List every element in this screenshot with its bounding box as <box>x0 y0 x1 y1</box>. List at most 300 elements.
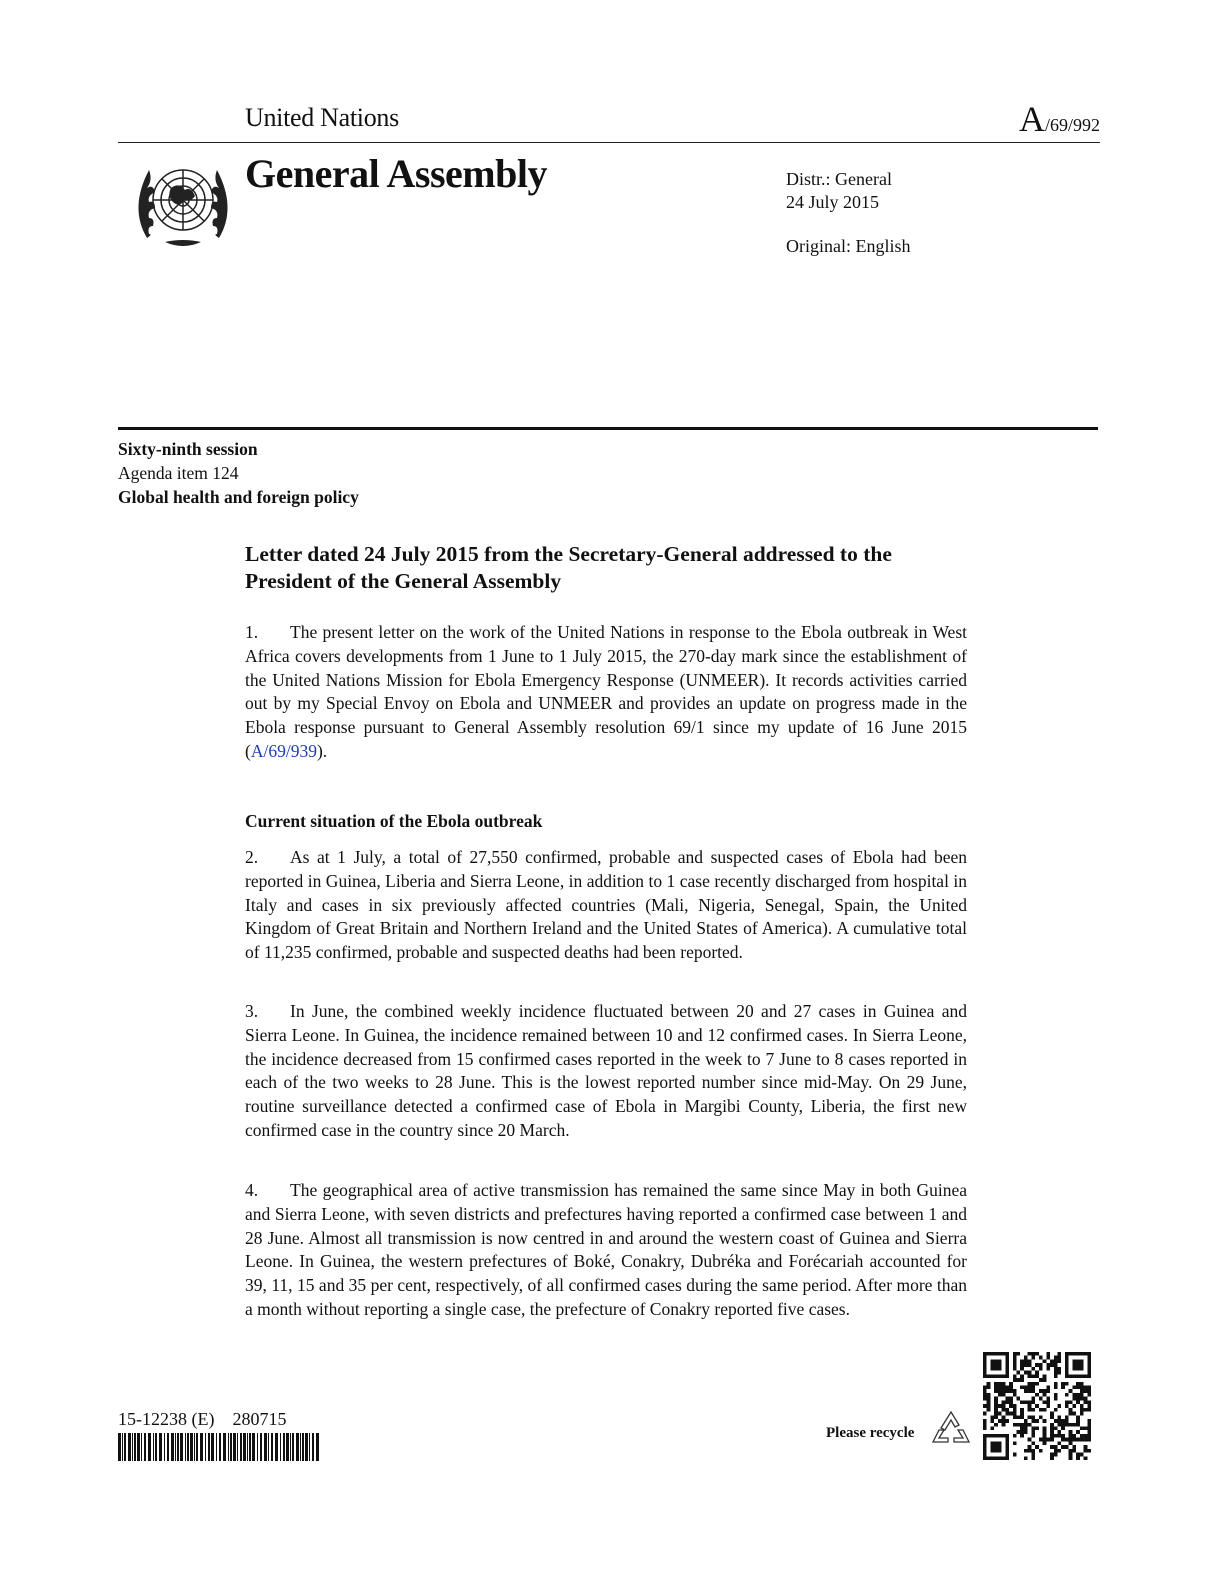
qr-cell <box>1061 1438 1065 1442</box>
qr-cell <box>1024 1400 1028 1404</box>
paragraph-text: As at 1 July, a total of 27,550 confirmed, probable and suspected cases of Ebola had been reported in Guinea, Liberia and Sierra Leone, in addition to 1 case recently discharged from hospital in Italy and cases in six previously affected countries (Mali, Nigeria, Senegal, Spain, the United Kingdom of Great Britain and Northern Ireland and the United States of America). A cumulative total of 11,235 confirmed, probable and suspected deaths had been reported. <box>245 847 967 963</box>
qr-cell <box>994 1352 998 1356</box>
qr-cell <box>1046 1397 1050 1401</box>
qr-cell <box>1017 1397 1021 1401</box>
qr-cell <box>1069 1374 1073 1378</box>
paragraph-text: The present letter on the work of the United Nations in response to the Ebola outbreak in West Africa covers developments from 1 June to 1 July 2015, the 270-day mark since the establishment of the United Nations Mission for Ebola Emergency Response (UNMEER). It records activities carried out by my Special Envoy on Ebola and UNMEER and provides an update on progress made in the Ebola response pursuant to General Assembly resolution 69/1 since my update of 16 June 2015 ( <box>245 622 967 761</box>
qr-cell <box>1057 1430 1061 1434</box>
barcode-bar <box>118 1433 121 1461</box>
qr-cell <box>1076 1453 1080 1457</box>
qr-cell <box>994 1397 998 1401</box>
qr-cell <box>1013 1453 1017 1457</box>
qr-cell <box>1035 1363 1039 1367</box>
qr-cell <box>998 1445 1002 1449</box>
qr-cell <box>983 1356 987 1360</box>
qr-cell <box>1017 1430 1021 1434</box>
qr-cell <box>1054 1374 1058 1378</box>
qr-cell <box>994 1456 998 1460</box>
qr-cell <box>983 1423 987 1427</box>
qr-cell <box>1020 1412 1024 1416</box>
qr-cell <box>1005 1445 1009 1449</box>
qr-cell <box>1072 1412 1076 1416</box>
qr-cell <box>990 1441 994 1445</box>
qr-cell <box>1005 1352 1009 1356</box>
qr-cell <box>1087 1363 1091 1367</box>
qr-cell <box>1087 1356 1091 1360</box>
qr-cell <box>1069 1441 1073 1445</box>
qr-cell <box>1084 1386 1088 1390</box>
qr-cell <box>1069 1449 1073 1453</box>
qr-cell <box>1087 1386 1091 1390</box>
qr-cell <box>987 1397 991 1401</box>
qr-cell <box>1005 1371 1009 1375</box>
qr-cell <box>1084 1397 1088 1401</box>
qr-cell <box>1065 1352 1069 1356</box>
qr-cell <box>1046 1389 1050 1393</box>
qr-cell <box>1087 1374 1091 1378</box>
qr-cell <box>1050 1363 1054 1367</box>
barcode-bar <box>153 1433 154 1461</box>
qr-cell <box>1020 1430 1024 1434</box>
qr-cell <box>994 1415 998 1419</box>
qr-cell <box>1002 1389 1006 1393</box>
qr-cell <box>1031 1367 1035 1371</box>
qr-cell <box>994 1449 998 1453</box>
qr-cell <box>1017 1352 1021 1356</box>
qr-cell <box>1054 1426 1058 1430</box>
qr-cell <box>983 1363 987 1367</box>
qr-cell <box>1076 1367 1080 1371</box>
qr-cell <box>1065 1423 1069 1427</box>
qr-cell <box>1087 1371 1091 1375</box>
qr-cell <box>1087 1430 1091 1434</box>
qr-cell <box>1020 1359 1024 1363</box>
qr-cell <box>1031 1356 1035 1360</box>
qr-cell <box>1039 1408 1043 1412</box>
qr-cell <box>1054 1371 1058 1375</box>
qr-cell <box>1061 1445 1065 1449</box>
qr-cell <box>990 1426 994 1430</box>
qr-cell <box>1024 1449 1028 1453</box>
qr-cell <box>1043 1374 1047 1378</box>
barcode-bar <box>296 1433 299 1461</box>
qr-cell <box>1087 1434 1091 1438</box>
qr-cell <box>994 1423 998 1427</box>
qr-cell <box>1087 1367 1091 1371</box>
qr-cell <box>1031 1374 1035 1378</box>
barcode-bar <box>171 1433 174 1461</box>
qr-cell <box>1031 1382 1035 1386</box>
barcode-bar <box>148 1433 151 1461</box>
qr-cell <box>1065 1415 1069 1419</box>
qr-cell <box>1076 1397 1080 1401</box>
qr-cell <box>1050 1456 1054 1460</box>
qr-cell <box>1046 1404 1050 1408</box>
qr-cell <box>1039 1415 1043 1419</box>
qr-cell <box>1065 1367 1069 1371</box>
qr-cell <box>1069 1412 1073 1416</box>
barcode-bar <box>223 1433 226 1461</box>
qr-cell <box>1039 1397 1043 1401</box>
qr-cell <box>1080 1438 1084 1442</box>
qr-cell <box>1005 1453 1009 1457</box>
qr-cell <box>990 1363 994 1367</box>
paragraph-number: 1. <box>245 622 259 642</box>
qr-cell <box>998 1412 1002 1416</box>
qr-cell <box>1080 1397 1084 1401</box>
qr-cell <box>1076 1423 1080 1427</box>
qr-cell <box>983 1359 987 1363</box>
paragraph-1 <box>245 621 967 764</box>
qr-cell <box>1076 1363 1080 1367</box>
qr-cell <box>1031 1415 1035 1419</box>
qr-cell <box>1024 1389 1028 1393</box>
qr-cell <box>1017 1371 1021 1375</box>
qr-cell <box>1061 1382 1065 1386</box>
qr-cell <box>983 1352 987 1356</box>
barcode-bar <box>205 1433 206 1461</box>
qr-cell <box>998 1393 1002 1397</box>
qr-cell <box>1009 1386 1013 1390</box>
qr-cell <box>994 1404 998 1408</box>
qr-cell <box>1031 1434 1035 1438</box>
qr-cell <box>1072 1445 1076 1449</box>
qr-cell <box>1035 1419 1039 1423</box>
qr-cell <box>1054 1356 1058 1360</box>
qr-cell <box>1013 1378 1017 1382</box>
qr-cell <box>1080 1426 1084 1430</box>
barcode-bar <box>194 1433 195 1461</box>
document-date: 24 July 2015 <box>786 192 880 212</box>
barcode-bar <box>283 1433 285 1461</box>
qr-cell <box>987 1456 991 1460</box>
qr-cell <box>1057 1356 1061 1360</box>
qr-cell <box>1002 1423 1006 1427</box>
qr-cell <box>1002 1374 1006 1378</box>
qr-cell <box>1002 1419 1006 1423</box>
qr-cell <box>1031 1426 1035 1430</box>
qr-cell <box>1031 1397 1035 1401</box>
qr-cell <box>1005 1400 1009 1404</box>
original-language: Original: English <box>786 236 911 256</box>
qr-cell <box>1035 1404 1039 1408</box>
qr-cell <box>1054 1386 1058 1390</box>
qr-cell <box>1020 1374 1024 1378</box>
qr-cell <box>987 1434 991 1438</box>
qr-cell <box>1035 1393 1039 1397</box>
qr-cell <box>1024 1356 1028 1360</box>
qr-cell <box>1005 1397 1009 1401</box>
qr-cell <box>1009 1389 1013 1393</box>
qr-cell <box>983 1393 987 1397</box>
qr-cell <box>998 1441 1002 1445</box>
qr-cell <box>1076 1352 1080 1356</box>
qr-cell <box>1031 1386 1035 1390</box>
paragraph-number: 2. <box>245 847 259 867</box>
qr-cell <box>1020 1415 1024 1419</box>
qr-cell <box>1072 1374 1076 1378</box>
qr-cell <box>1046 1386 1050 1390</box>
qr-cell <box>1039 1438 1043 1442</box>
qr-cell <box>1013 1363 1017 1367</box>
qr-cell <box>1054 1449 1058 1453</box>
qr-cell <box>1024 1363 1028 1367</box>
qr-cell <box>1065 1393 1069 1397</box>
qr-cell <box>1065 1363 1069 1367</box>
qr-cell <box>983 1389 987 1393</box>
qr-cell <box>1013 1356 1017 1360</box>
qr-cell <box>998 1419 1002 1423</box>
qr-cell <box>1072 1363 1076 1367</box>
qr-cell <box>1031 1453 1035 1457</box>
qr-cell <box>987 1393 991 1397</box>
qr-cell <box>983 1438 987 1442</box>
qr-cell <box>1054 1367 1058 1371</box>
qr-cell <box>1057 1404 1061 1408</box>
barcode-bar <box>316 1433 319 1461</box>
qr-cell <box>998 1374 1002 1378</box>
qr-cell <box>1005 1363 1009 1367</box>
qr-cell <box>1020 1423 1024 1427</box>
qr-cell <box>1069 1389 1073 1393</box>
qr-cell <box>1084 1434 1088 1438</box>
qr-cell <box>1054 1393 1058 1397</box>
barcode-bar <box>257 1433 258 1461</box>
paragraph-number: 3. <box>245 1001 259 1021</box>
barcode-bar <box>175 1433 176 1461</box>
letter-title: Letter dated 24 July 2015 from the Secretary-General addressed to the President of the General Assembly <box>245 542 892 593</box>
qr-cell <box>1061 1423 1065 1427</box>
qr-cell <box>983 1456 987 1460</box>
qr-cell <box>983 1449 987 1453</box>
qr-cell <box>994 1400 998 1404</box>
document-link[interactable]: A/69/939 <box>250 740 317 761</box>
qr-cell <box>1013 1404 1017 1408</box>
qr-cell <box>1084 1408 1088 1412</box>
qr-cell <box>1076 1456 1080 1460</box>
qr-cell <box>1013 1412 1017 1416</box>
agenda-topic: Global health and foreign policy <box>118 487 359 507</box>
qr-cell <box>1020 1434 1024 1438</box>
qr-cell <box>1028 1449 1032 1453</box>
barcode-bar <box>164 1433 165 1461</box>
qr-cell <box>1084 1389 1088 1393</box>
qr-cell <box>1028 1382 1032 1386</box>
qr-cell <box>987 1386 991 1390</box>
qr-cell <box>1050 1438 1054 1442</box>
qr-cell <box>1043 1441 1047 1445</box>
qr-cell <box>1080 1352 1084 1356</box>
barcode-bar <box>233 1433 236 1461</box>
barcode-bar <box>237 1433 238 1461</box>
barcode-bar <box>228 1433 229 1461</box>
qr-cell <box>1057 1367 1061 1371</box>
qr-cell <box>1005 1441 1009 1445</box>
qr-cell <box>1028 1408 1032 1412</box>
qr-cell <box>1080 1408 1084 1412</box>
qr-cell <box>1028 1400 1032 1404</box>
qr-cell <box>1028 1359 1032 1363</box>
qr-cell <box>983 1434 987 1438</box>
qr-cell <box>1005 1408 1009 1412</box>
qr-cell <box>1080 1363 1084 1367</box>
qr-cell <box>990 1434 994 1438</box>
qr-cell <box>983 1453 987 1457</box>
symbol-letter: A <box>1018 99 1045 139</box>
qr-cell <box>1076 1374 1080 1378</box>
qr-cell <box>1043 1400 1047 1404</box>
qr-cell <box>1065 1356 1069 1360</box>
qr-cell <box>1028 1363 1032 1367</box>
qr-cell <box>1080 1382 1084 1386</box>
barcode-bar <box>249 1433 251 1461</box>
qr-cell <box>1050 1426 1054 1430</box>
qr-cell <box>1072 1438 1076 1442</box>
qr-cell <box>1013 1415 1017 1419</box>
barcode-bar <box>177 1433 179 1461</box>
qr-cell <box>1035 1445 1039 1449</box>
paragraph-number: 4. <box>245 1180 259 1200</box>
barcode-bar <box>252 1433 255 1461</box>
qr-cell <box>1024 1359 1028 1363</box>
qr-cell <box>994 1412 998 1416</box>
qr-cell <box>1009 1397 1013 1401</box>
barcode-bar <box>196 1433 198 1461</box>
qr-cell <box>998 1456 1002 1460</box>
qr-cell <box>998 1359 1002 1363</box>
paragraph-4 <box>245 1179 967 1322</box>
barcode-bar <box>240 1433 242 1461</box>
qr-cell <box>1065 1371 1069 1375</box>
qr-cell <box>994 1386 998 1390</box>
qr-cell <box>1069 1352 1073 1356</box>
qr-cell <box>994 1445 998 1449</box>
qr-cell <box>998 1352 1002 1356</box>
qr-cell <box>1002 1404 1006 1408</box>
qr-cell <box>1065 1359 1069 1363</box>
qr-cell <box>1005 1374 1009 1378</box>
qr-cell <box>1031 1430 1035 1434</box>
qr-cell <box>1080 1393 1084 1397</box>
header-rule <box>118 142 1100 143</box>
un-emblem-icon <box>125 152 241 252</box>
qr-cell <box>1054 1397 1058 1401</box>
qr-cell <box>1072 1404 1076 1408</box>
qr-cell <box>1002 1456 1006 1460</box>
qr-cell <box>1084 1400 1088 1404</box>
qr-cell <box>1076 1359 1080 1363</box>
barcode-bar <box>187 1433 189 1461</box>
qr-cell <box>1069 1453 1073 1457</box>
qr-code-icon <box>983 1352 1091 1460</box>
qr-cell <box>1080 1389 1084 1393</box>
barcode-bar <box>134 1433 136 1461</box>
qr-cell <box>987 1382 991 1386</box>
qr-cell <box>1061 1386 1065 1390</box>
qr-cell <box>1054 1408 1058 1412</box>
qr-cell <box>994 1389 998 1393</box>
qr-cell <box>987 1408 991 1412</box>
qr-cell <box>1005 1434 1009 1438</box>
qr-cell <box>1043 1419 1047 1423</box>
qr-cell <box>983 1404 987 1408</box>
barcode-bar <box>137 1433 140 1461</box>
qr-cell <box>1039 1356 1043 1360</box>
qr-cell <box>1013 1434 1017 1438</box>
qr-cell <box>1009 1382 1013 1386</box>
qr-cell <box>1076 1382 1080 1386</box>
qr-cell <box>1002 1382 1006 1386</box>
qr-cell <box>1035 1374 1039 1378</box>
qr-cell <box>994 1363 998 1367</box>
qr-cell <box>983 1371 987 1375</box>
qr-cell <box>1057 1423 1061 1427</box>
qr-cell <box>1050 1453 1054 1457</box>
barcode-bar <box>211 1433 214 1461</box>
qr-cell <box>1076 1393 1080 1397</box>
qr-cell <box>1043 1389 1047 1393</box>
qr-cell <box>1087 1426 1091 1430</box>
qr-cell <box>998 1367 1002 1371</box>
qr-cell <box>994 1367 998 1371</box>
qr-cell <box>1069 1400 1073 1404</box>
qr-cell <box>1046 1356 1050 1360</box>
barcode-bar <box>208 1433 210 1461</box>
qr-cell <box>1069 1434 1073 1438</box>
qr-cell <box>1046 1367 1050 1371</box>
qr-cell <box>1043 1393 1047 1397</box>
qr-cell <box>1005 1438 1009 1442</box>
qr-cell <box>1084 1456 1088 1460</box>
qr-cell <box>1017 1378 1021 1382</box>
qr-cell <box>1084 1352 1088 1356</box>
barcode-bar <box>247 1433 248 1461</box>
qr-cell <box>983 1374 987 1378</box>
qr-cell <box>990 1419 994 1423</box>
session-name: Sixty-ninth session <box>118 439 258 459</box>
qr-cell <box>1013 1374 1017 1378</box>
paragraph-text: The geographical area of active transmission has remained the same since May in both Guinea and Sierra Leone, with seven districts and prefectures having reported a confirmed case between 1 and 28 June. Almost all transmission is now centred in and around the western coast of Guinea and Sierra Leone. In Guinea, the western prefectures of Boké, Conakry, Dubréka and Forécariah accounted for 39, 11, 15 and 35 per cent, respectively, of all confirmed cases during the same period. After more than a month without reporting a single case, the prefecture of Conakry reported five cases. <box>245 1180 967 1319</box>
qr-cell <box>1017 1415 1021 1419</box>
qr-cell <box>1020 1386 1024 1390</box>
qr-cell <box>1020 1378 1024 1382</box>
qr-cell <box>1013 1423 1017 1427</box>
qr-cell <box>1046 1438 1050 1442</box>
recycle-label: Please recycle <box>826 1425 915 1441</box>
qr-cell <box>1084 1449 1088 1453</box>
qr-cell <box>1024 1456 1028 1460</box>
qr-cell <box>1087 1359 1091 1363</box>
qr-cell <box>1013 1352 1017 1356</box>
barcode-bar <box>167 1433 169 1461</box>
qr-cell <box>1035 1426 1039 1430</box>
qr-cell <box>1057 1434 1061 1438</box>
barcode-bar <box>280 1433 281 1461</box>
document-symbol <box>1019 98 1100 140</box>
qr-cell <box>1002 1400 1006 1404</box>
barcode-bar <box>286 1433 289 1461</box>
qr-cell <box>998 1389 1002 1393</box>
qr-cell <box>1031 1419 1035 1423</box>
barcode-icon <box>118 1433 320 1461</box>
barcode-bar <box>124 1433 126 1461</box>
qr-cell <box>1031 1400 1035 1404</box>
qr-cell <box>1039 1378 1043 1382</box>
qr-cell <box>1065 1419 1069 1423</box>
barcode-bar <box>271 1433 273 1461</box>
barcode-bar <box>128 1433 131 1461</box>
qr-cell <box>1069 1438 1073 1442</box>
